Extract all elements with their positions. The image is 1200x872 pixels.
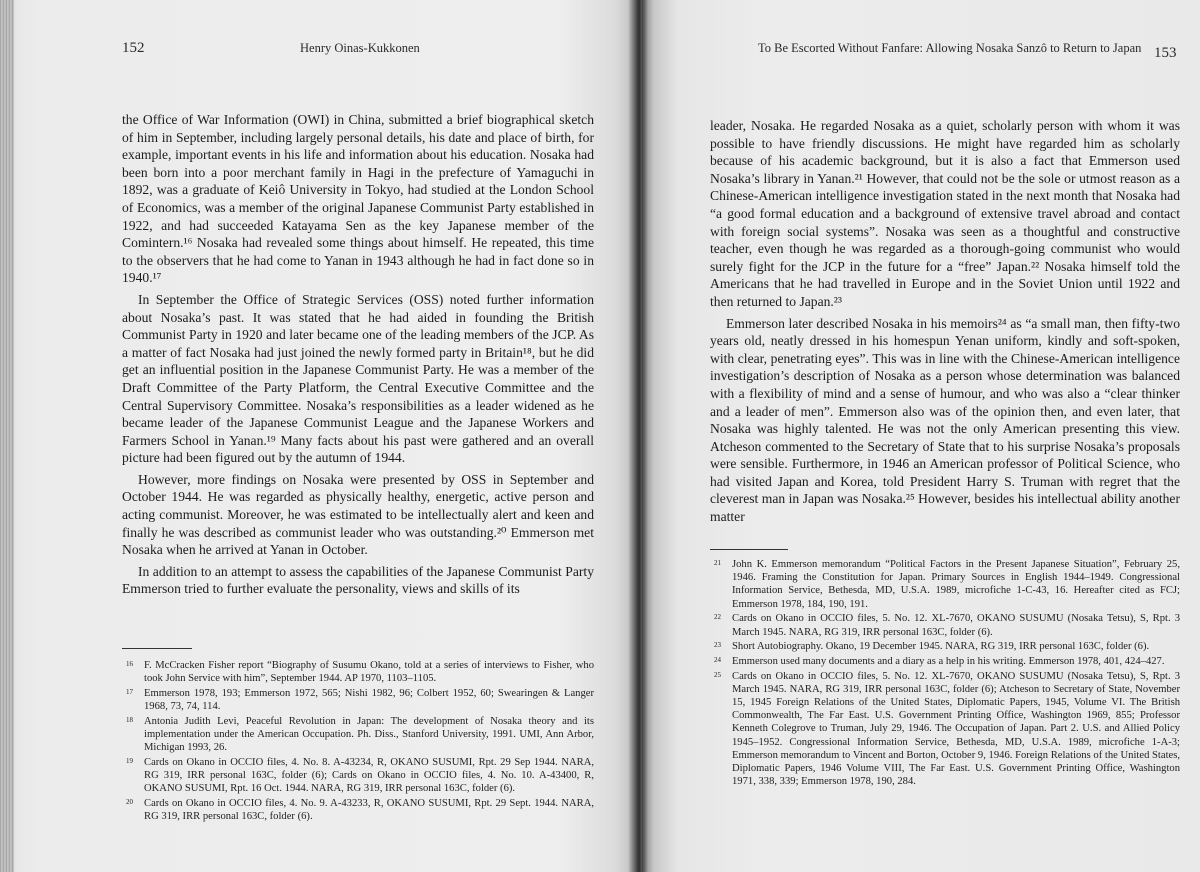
page-number-right: 153 [1154, 45, 1177, 61]
paragraph: In addition to an attempt to assess the capabilities of the Japanese Communist Party Emmerson tried to further evaluate the personality, views and skills of its [122, 563, 594, 597]
paragraph: Emmerson later described Nosaka in his memoirs²⁴ as “a small man, then fifty-two years old, neatly dressed in his homespun Yenan uniform, kindly and soft-spoken, with clear, penetrating eyes”. This was in line with the Chinese-American intelligence investigation’s description of Nosaka as a person whose determination was balanced with a flexibility of mind and a sense of humour, and who was also a “clear thinker and a leader of men”. Emmerson also was of the opinion then, and even later, that Nosaka was highly talented. He was not the only American presenting this view. Atcheson commented to the Secretary of State that to his surprise Nosaka’s proposals were sensible. Furthermore, in 1946 an American professor of Political Science, who had visited Japan and Korea, told President Harry S. Truman with regret that the cleverest man in Japan was Nosaka.²⁵ However, besides his intellectual ability another matter [710, 315, 1180, 525]
paragraph: However, more findings on Nosaka were presented by OSS in September and October 1944. He was regarded as physically healthy, energetic, active person and acting communist. Moreover, he was estimated to be intellectually alert and keen and finally he was described as communist leader who was outstanding.²⁰ Emmerson met Nosaka when he arrived at Yanan in October. [122, 471, 594, 558]
paragraph: the Office of War Information (OWI) in China, submitted a brief biographical sketch of him in September, including largely personal details, his date and place of birth, for example, important events in his life and information about his education. Nosaka had been born into a poor merchant family in Hagi in the prefecture of Yamaguchi in 1892, was a graduate of Keiô University in Tokyo, had studied at the London School of Economics, was a member of the original Japanese Communist Party established in 1922, and had succeeded Katayama Sen as the key Japanese member of the Comintern.¹⁶ Nosaka had revealed some things about himself. He repeated, this time to the observers that he had come to Yanan in 1943 although he had in fact done so in 1940.¹⁷ [122, 112, 594, 286]
footnote-number: 20 [126, 798, 133, 807]
paragraph: leader, Nosaka. He regarded Nosaka as a quiet, scholarly person with whom it was possible to have friendly discussions. He might have regarded him as scholarly because of his academic background, but it is also a fact that Emmerson used Nosaka’s library in Yanan.²¹ However, that could not be the sole or utmost reason as a Chinese-American intelligence investigation stated in the next month that Nosaka had “a good formal education and a background of extensive travel abroad and contact with foreign social systems”. Nosaka was seen as a thoughtful and constructive teacher, even though he was regarded as a thorough-going communist who would surely fight for the JCP in the future for a “free” Japan.²² Nosaka himself told the Americans that he had travelled in Europe and in the Soviet Union until 1922 and then returned to Japan.²³ [710, 118, 1180, 309]
footnote-number: 23 [714, 641, 721, 650]
running-head-right: To Be Escorted Without Fanfare: Allowing Nosaka Sanzô to Return to Japan [758, 41, 1142, 55]
paragraph: In September the Office of Strategic Services (OSS) noted further information about Nosaka’s past. It was stated that he had aided in founding the British Communist Party in 1920 and later became one of the leading members of the JCP. As a matter of fact Nosaka had just joined the newly formed party in Britain¹⁸, but he did get an influential position in the Japanese Communist Party. He was a member of the Draft Committee of the Party Platform, the Central Executive Committee and the Central Supervisory Committee. Nosaka’s responsibilities as a leader widened as he became leader of the Japanese Communist League and the Japanese Workers and Farmers School in Yanan.¹⁹ Many facts about his past were gathered and an overall picture had been figured out by the autumn of 1944. [122, 291, 594, 466]
footnote-separator-right [710, 549, 788, 550]
footnote [122, 756, 594, 796]
footnote-number: 19 [126, 756, 133, 765]
footnote-text: Emmerson used many documents and a diary as a help in his writing. Emmerson 1978, 401, 424–427. [732, 655, 1165, 667]
footnotes-right [710, 558, 1180, 790]
footnote-number: 16 [126, 660, 133, 668]
footnote [122, 659, 594, 685]
footnote-number: 25 [714, 670, 721, 679]
footnote [122, 715, 594, 755]
right-page [642, 0, 1200, 872]
footnote-text: F. McCracken Fisher report “Biography of Susumu Okano, told at a series of interviews to Fisher, who took John Service with him”, September 1944. AP 1970, 1103–1105. [144, 660, 594, 685]
body-text-right [710, 117, 1180, 526]
page-number-left: 152 [122, 40, 145, 56]
footnote-number: 24 [714, 655, 721, 664]
footnote [710, 655, 1180, 668]
footnote-text: Cards on Okano in OCCIO files, 5. No. 12. XL-7670, OKANO SUSUMU (Nosaka Tetsu), S, Rpt. 3 March 1945. NARA, RG 319, IRR personal 163C, folder (6). [732, 613, 1180, 638]
footnote-text: Emmerson 1978, 193; Emmerson 1972, 565; Nishi 1982, 96; Colbert 1952, 60; Swearingen & Langer 1968, 73, 74, 114. [144, 687, 594, 713]
footnote-text: Cards on Okano in OCCIO files, 4. No. 9. A-43233, R, OKANO SUSUMI, Rpt. 29 Sept. 1944. NARA, RG 319, IRR personal 163C, folder (6). [144, 798, 594, 823]
footnote-text: Cards on Okano in OCCIO files, 5. No. 12. XL-7670, OKANO SUSUMU (Nosaka Tetsu), S, Rpt. 3 March 1945. NARA, RG 319, IRR personal 163C, folder (6); Atcheson to Secretary of State, November 15, 1945 Foreign Relations of the United States, Diplomatic Papers, 1945, Volume VI. The British Commonwealth, The Far East. U.S. Government Printing Office, Washington 1969, 855; Professor Kenneth Colegrove to Truman, July 29, 1946. The Occupation of Japan. Part 2. U.S. and Allied Policy 1945–1952. Congressional Information Service, Bethesda, MD, U.S.A. 1989, microfiche 1-A-3; Emmerson memorandum to Vincent and Borton, October 9, 1946. Foreign Relations of the United States, Diplomatic Papers, 1946 Volume VIII, The Far East. U.S. Government Printing Office, Washington 1971, 338, 339; Emmerson 1978, 190, 284. [732, 670, 1180, 788]
running-head-left: Henry Oinas-Kukkonen [300, 41, 420, 55]
footnote [710, 640, 1180, 653]
footnote-separator-left [122, 648, 192, 649]
footnote-number: 22 [714, 613, 721, 622]
footnote [710, 558, 1180, 611]
footnote-text: Antonia Judith Levi, Peaceful Revolution in Japan: The development of Nosaka theory and its implementation under the American Occupation. Ph. Diss., Stanford University, 1991. UMI, Ann Arbor, Michigan 1993, 26. [144, 715, 594, 754]
footnote [710, 670, 1180, 789]
footnote-text: Cards on Okano in OCCIO files, 4. No. 8. A-43234, R, OKANO SUSUMI, Rpt. 29 Sep 1944. NARA, RG 319, IRR personal 163C, folder (6); Cards on Okano in OCCIO files, 4. No. 10. A-43400, R, OKANO SUSUMI, Rpt. 16 Oct. 1944. NARA, RG 319, IRR personal 163C, folder (6). [144, 756, 594, 795]
footnote-number: 18 [126, 715, 133, 724]
footnote [710, 612, 1180, 638]
footnote-text: Short Autobiography. Okano, 19 December 1945. NARA, RG 319, IRR personal 163C, folder (6). [732, 641, 1150, 653]
page-edge-stack [0, 0, 14, 872]
footnote-text: John K. Emmerson memorandum “Political Factors in the Present Japanese Situation”, February 25, 1946. Framing the Constitution for Japan. Primary Sources in English 1944–1949. Congressional Information Service, Bethesda, MD, U.S.A. 1989, microfiche 1-C-43, 16. Hereafter cited as FCJ; Emmerson 1978, 184, 190, 191. [732, 559, 1180, 610]
body-text-left [122, 111, 594, 598]
footnotes-left [122, 659, 594, 825]
footnote [122, 687, 594, 713]
footnote-number: 21 [714, 559, 721, 567]
footnote-number: 17 [126, 687, 133, 696]
book-gutter [628, 0, 648, 872]
footnote [122, 797, 594, 823]
